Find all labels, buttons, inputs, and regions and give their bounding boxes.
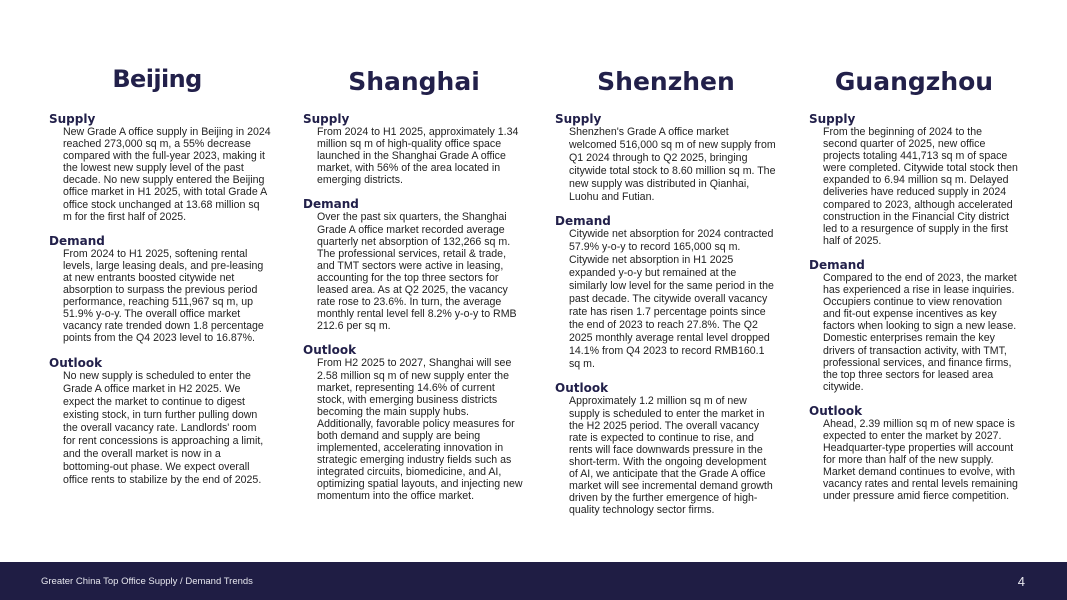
supply-section — [49, 112, 271, 223]
section-heading: Supply — [49, 112, 96, 126]
supply-section — [809, 112, 1019, 247]
demand-section — [809, 258, 1019, 393]
city-title: Shanghai — [348, 67, 480, 96]
section-body: No new supply is scheduled to enter the Grade A office market in H2 2025. We expect the market to continue to digest existing stock, in turn further pulling down the overall vacancy rate. Landlords' room for rent concessions is approaching a limit, and the overall market is now in a bottoming-out phase. We expect overall office rents to stabilize by the end of 2025. — [63, 369, 264, 487]
section-body: Compared to the end of 2023, the market has experienced a rise in lease inquiries. Occupiers continue to view renovation and fit-out expense incentives as key factors when looking to sign a new lease. Domestic enterprises remain the key drivers of transaction activity, with TMT, professional services, and finance firms, the top three sectors for leased area citywide. — [823, 271, 1017, 393]
section-body: From 2024 to H1 2025, softening rental levels, large leasing deals, and pre-leasing at new entrants boosted citywide net absorption to surpass the previous period performance, reaching 511,967 sq m, up 51.9% y-o-y. The overall office market vacancy rate trended down 1.8 percentage points from the Q4 2023 level to 16.87%. — [63, 247, 264, 345]
section-heading: Supply — [303, 112, 350, 126]
section-body: Shenzhen's Grade A office market welcomed 516,000 sq m of new supply from Q1 2024 through to Q2 2025, bringing citywide total stock to 8.60 million sq m. The new supply was distributed in Qianhai, Luohu and Futian. — [569, 126, 776, 203]
section-heading: Demand — [809, 257, 865, 272]
section-body: Citywide net absorption for 2024 contracted 57.9% y-o-y to record 165,000 sq m. Citywide net absorption in H1 2025 expanded y-o-y but remained at the similarly low level for the same period in the past decade. The citywide overall vacancy rate has risen 1.7 percentage points since the end of 2023 to reach 27.8%. The Q2 2025 monthly average rental level dropped 14.1% from Q4 2023 to record RMB160.1 sq m. — [569, 228, 774, 370]
section-heading: Outlook — [555, 381, 609, 396]
city-title: Guangzhou — [834, 67, 994, 96]
demand-section — [555, 214, 777, 370]
section-heading: Outlook — [809, 403, 863, 418]
column-shenzhen — [555, 64, 777, 527]
section-heading: Outlook — [303, 343, 357, 358]
page-number: 4 — [1017, 574, 1025, 589]
section-body: From the beginning of 2024 to the second quarter of 2025, new office projects totaling 441,713 sq m of space were completed. Citywide total stock then expanded to 6.94 million sq m. Delayed deliveries have reduced supply in 2024 compared to 2023, although accelerated construction in the Financial City district led to a resurgence of supply in the first half of 2025. — [823, 126, 1018, 247]
city-title: Shenzhen — [597, 67, 735, 96]
demand-section — [49, 234, 271, 345]
section-body: New Grade A office supply in Beijing in 2024 reached 273,000 sq m, a 55% decrease compared with the full-year 2023, making it the lowest new supply level of the past decade. No new supply entered the Beijing office market in H1 2025, with total Grade A office stock unchanged at 13.68 million sq m for the first half of 2025. — [63, 126, 271, 223]
section-heading: Demand — [49, 233, 105, 248]
section-heading: Outlook — [49, 355, 103, 370]
outlook-section — [49, 356, 271, 488]
section-body: Ahead, 2.39 million sq m of new space is expected to enter the market by 2027. Headquarter-type properties will account for more than half of the new supply. Market demand continues to evolve, with vacancy rates and rental levels remaining under pressure amid fierce competition. — [823, 417, 1018, 503]
section-body: From H2 2025 to 2027, Shanghai will see 2.58 million sq m of new supply enter the market, representing 14.6% of current stock, with emerging business districts becoming the main supply hubs. Additionally, favorable policy measures for both demand and supply are being implemented, accelerating innovation in strategic emerging industry fields such as integrated circuits, biomedicine, and AI, optimizing spatial layouts, and injecting new momentum into the office market. — [317, 357, 523, 503]
section-body: Approximately 1.2 million sq m of new supply is scheduled to enter the market in the H2 2025 period. The overall vacancy rate is expected to continue to rise, and rents will face downwards pressure in the short-term. With the ongoing development of AI, we anticipate that the Grade A office market will see incremental demand growth driven by the further emergence of high-quality technology sector firms. — [569, 395, 773, 517]
column-beijing — [49, 64, 271, 498]
supply-section — [555, 112, 777, 203]
section-heading: Supply — [555, 112, 602, 126]
demand-section — [303, 197, 525, 332]
column-guangzhou — [809, 64, 1019, 514]
supply-section — [303, 112, 525, 186]
section-heading: Demand — [303, 197, 359, 212]
section-heading: Demand — [555, 214, 611, 229]
footer-bar — [0, 562, 1067, 600]
footer-title: Greater China Top Office Supply / Demand Trends — [41, 576, 253, 587]
city-title: Beijing — [112, 65, 202, 93]
section-body: Over the past six quarters, the Shanghai Grade A office market recorded average quarterly net absorption of 132,266 sq m. The professional services, retail & trade, and TMT sectors were active in leasing, accounting for the top three sectors for leased area. As at Q2 2025, the vacancy rate rose to 23.6%. In turn, the average monthly rental level fell 8.2% y-o-y to RMB 212.6 per sq m. — [317, 211, 517, 333]
section-body: From 2024 to H1 2025, approximately 1.34 million sq m of high-quality office space launched in the Shanghai Grade A office market, with 56% of the area located in emerging districts. — [317, 126, 519, 187]
column-shanghai — [303, 64, 525, 514]
outlook-section — [303, 343, 525, 502]
outlook-section — [809, 404, 1019, 503]
outlook-section — [555, 381, 777, 516]
section-heading: Supply — [809, 112, 856, 126]
